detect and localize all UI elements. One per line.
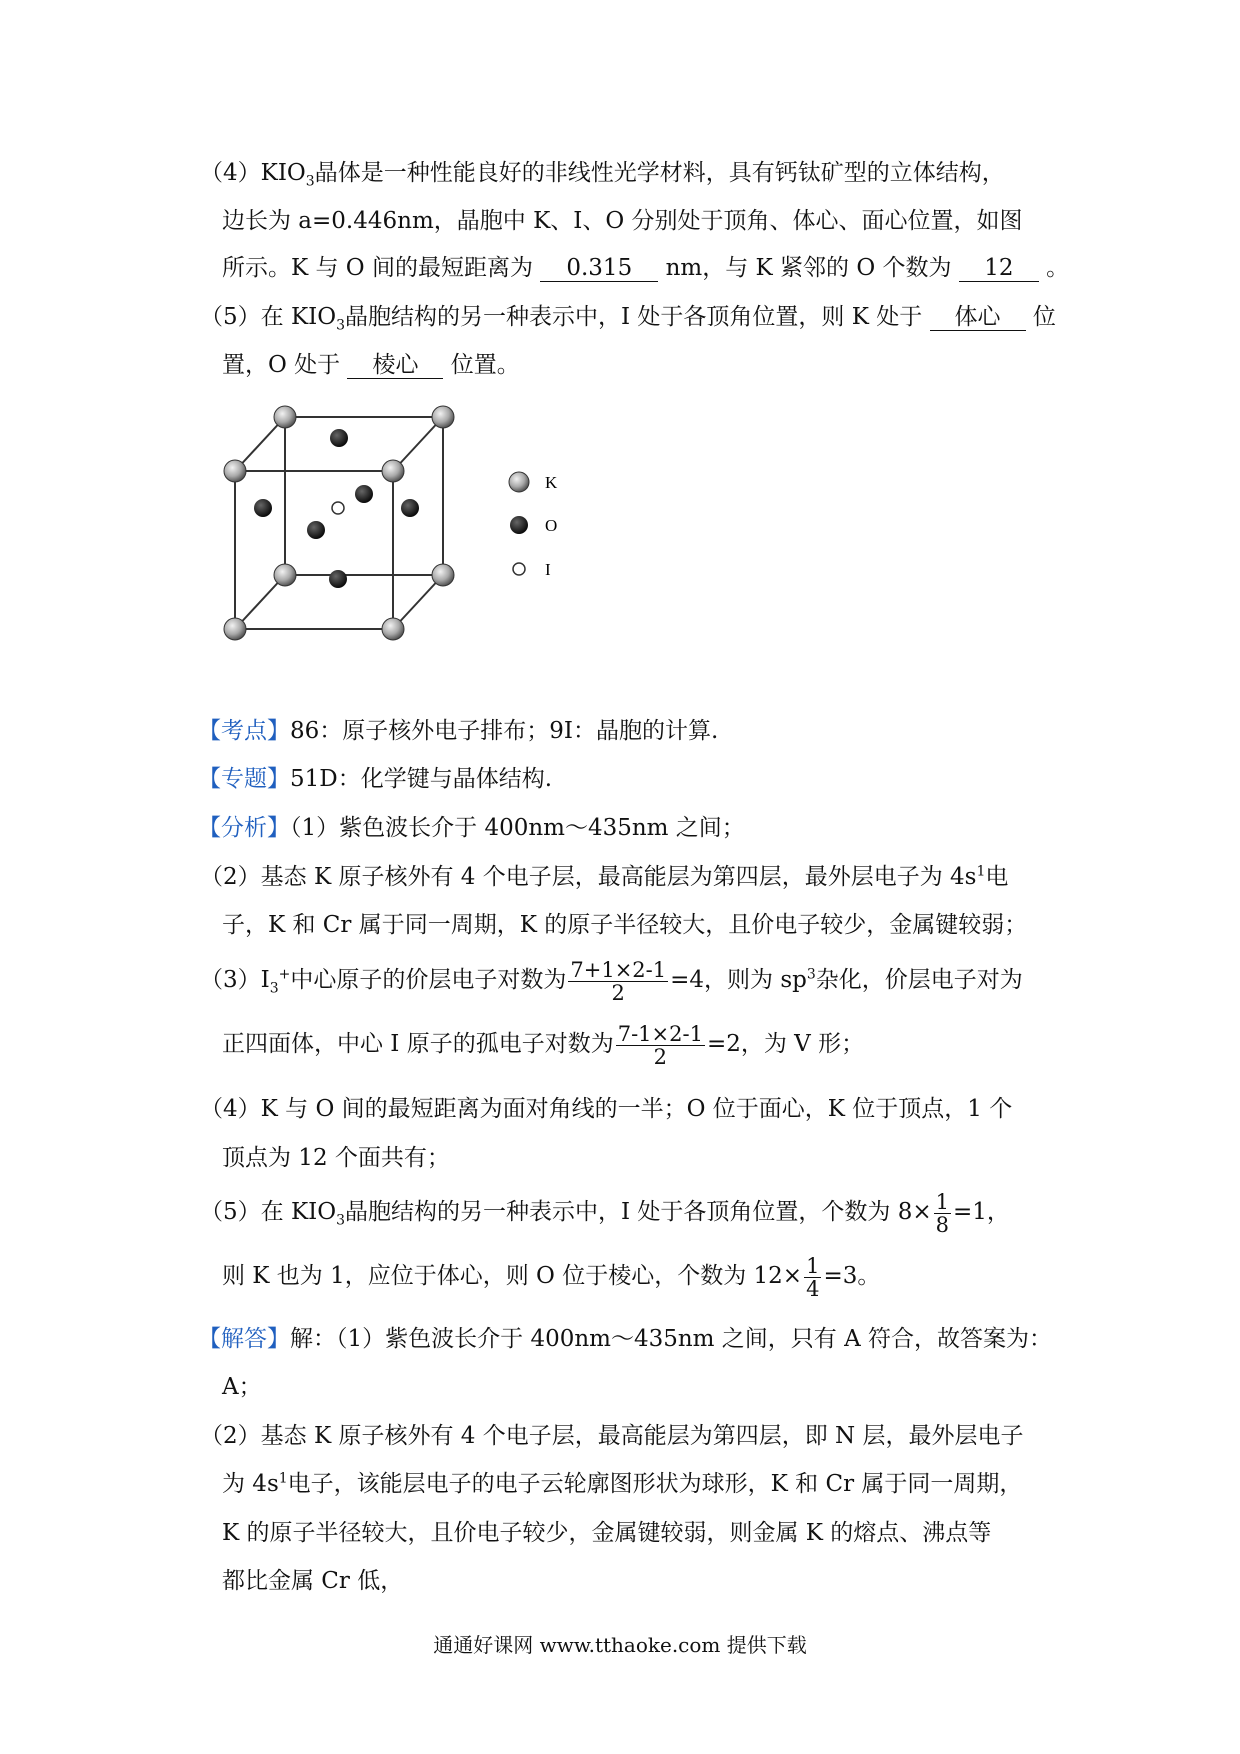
legend-k-label: K xyxy=(545,473,558,492)
k-atom xyxy=(432,564,454,586)
jieda-line-1 xyxy=(198,1324,1052,1354)
q5-text: 置，O 处于 xyxy=(222,352,341,378)
kaodian-text: 86：原子核外电子排布；9I：晶胞的计算. xyxy=(290,718,719,744)
fenxi-text: （3）I xyxy=(200,967,270,993)
q4-line-1 xyxy=(200,158,1005,188)
q5-text: 位置。 xyxy=(450,352,520,378)
o-atom xyxy=(307,521,325,539)
k-atom xyxy=(224,460,246,482)
fenxi-line-1 xyxy=(198,813,745,843)
fenxi-text: 子，K 和 Cr 属于同一周期，K 的原子半径较大，且价电子较少，金属键较弱； xyxy=(222,912,1028,938)
jieda-text: 解：（1）紫色波长介于 400nm～435nm 之间，只有 A 符合，故答案为： xyxy=(290,1326,1053,1352)
jieda-text: 电子，该能层电子的电子云轮廓图形状为球形，K 和 Cr 属于同一周期， xyxy=(287,1471,1023,1497)
subscript: 3 xyxy=(336,1212,345,1229)
fenxi-text: （1）紫色波长介于 400nm～435nm 之间； xyxy=(290,815,745,841)
fenxi-line-9 xyxy=(222,1254,880,1300)
k-atom xyxy=(432,406,454,428)
jieda-line-6 xyxy=(222,1566,403,1596)
fenxi-text: 顶点为 12 个面共有； xyxy=(222,1145,450,1171)
k-atom xyxy=(274,564,296,586)
fenxi-text: =1， xyxy=(953,1199,1010,1225)
q4-text: nm，与 K 紧邻的 O 个数为 xyxy=(665,255,952,281)
answer-blank: 0.315 xyxy=(540,255,658,282)
q4-text: （4）KIO xyxy=(200,160,306,186)
fenxi-text: （4）K 与 O 间的最短距离为面对角线的一半；O 位于面心，K 位于顶点，1 个 xyxy=(200,1096,1013,1122)
fenxi-line-8 xyxy=(200,1190,1010,1236)
subscript: 3 xyxy=(336,317,345,334)
page-footer: 通通好课网 www.tthaoke.com 提供下载 xyxy=(433,1633,807,1657)
fenxi-line-3 xyxy=(222,910,1027,940)
fenxi-text: （2）基态 K 原子核外有 4 个电子层，最高能层为第四层，最外层电子为 4s xyxy=(200,864,977,890)
fraction-numerator: 1 xyxy=(935,1189,949,1214)
jieda-text: （2）基态 K 原子核外有 4 个电子层，最高能层为第四层，即 N 层，最外层电子 xyxy=(200,1423,1024,1449)
fenxi-line-7 xyxy=(222,1143,450,1173)
zhuanti-text: 51D：化学键与晶体结构. xyxy=(290,766,553,792)
legend-i-swatch xyxy=(513,563,525,575)
superscript: 1 xyxy=(278,1470,288,1487)
o-atom xyxy=(330,429,348,447)
fraction xyxy=(804,1255,821,1300)
jieda-line-2 xyxy=(222,1372,262,1402)
fenxi-text: （5）在 KIO xyxy=(200,1199,337,1225)
fenxi-text: 则 K 也为 1，应位于体心，则 O 位于棱心，个数为 12× xyxy=(222,1263,803,1289)
fraction-denominator: 2 xyxy=(611,980,625,1005)
fraction xyxy=(568,959,668,1004)
fenxi-line-5 xyxy=(222,1022,864,1068)
superscript: + xyxy=(278,966,291,983)
fenxi-line-2 xyxy=(200,862,1008,892)
kaodian-tag: 【考点】 xyxy=(198,718,290,744)
fraction-numerator: 7+1×2-1 xyxy=(570,957,667,982)
fraction xyxy=(934,1191,951,1236)
q5-text: 位 xyxy=(1032,304,1056,330)
zhuanti-tag: 【专题】 xyxy=(198,766,290,792)
fraction xyxy=(616,1023,705,1068)
answer-blank: 体心 xyxy=(930,304,1026,331)
jieda-text: 为 4s xyxy=(222,1471,279,1497)
subscript: 3 xyxy=(305,173,315,190)
jieda-text: A； xyxy=(222,1374,262,1400)
q5-line-1 xyxy=(200,302,1056,332)
crystal-cell-figure xyxy=(205,395,565,655)
jieda-line-5 xyxy=(222,1518,991,1548)
fenxi-text: 电 xyxy=(985,864,1009,890)
fenxi-text: =3。 xyxy=(823,1263,881,1289)
q5-text: 晶胞结构的另一种表示中，I 处于各顶角位置，则 K 处于 xyxy=(345,304,923,330)
kaodian-line xyxy=(198,716,718,746)
o-atom xyxy=(329,570,347,588)
q4-text: 晶体是一种性能良好的非线性光学材料，具有钙钛矿型的立体结构， xyxy=(314,160,1005,186)
fenxi-line-4 xyxy=(200,958,1023,1004)
zhuanti-line xyxy=(198,764,552,794)
fenxi-text: =4，则为 sp xyxy=(670,967,807,993)
fenxi-text: 中心原子的价层电子对数为 xyxy=(290,967,567,993)
fraction-denominator: 4 xyxy=(806,1276,820,1301)
q4-line-3 xyxy=(222,253,1069,283)
o-atom xyxy=(355,485,373,503)
cube-edges xyxy=(235,417,443,629)
fraction-denominator: 2 xyxy=(653,1044,668,1069)
jieda-text: K 的原子半径较大，且价电子较少，金属键较弱，则金属 K 的熔点、沸点等 xyxy=(222,1520,992,1546)
fraction-numerator: 1 xyxy=(806,1253,820,1278)
o-atom xyxy=(254,499,272,517)
i-atom xyxy=(332,502,344,514)
q4-text: 边长为 a=0.446nm，晶胞中 K、I、O 分别处于顶角、体心、面心位置，如图 xyxy=(222,208,1023,234)
q4-text: 。 xyxy=(1046,255,1070,281)
fraction-denominator: 8 xyxy=(935,1212,949,1237)
jieda-text: 都比金属 Cr 低， xyxy=(222,1568,404,1594)
fraction-numerator: 7-1×2-1 xyxy=(617,1021,703,1046)
subscript: 3 xyxy=(269,980,279,997)
fenxi-text: 正四面体，中心 I 原子的孤电子对数为 xyxy=(222,1031,614,1057)
legend-i-label: I xyxy=(545,560,551,579)
fenxi-text: 晶胞结构的另一种表示中，I 处于各顶角位置，个数为 8× xyxy=(345,1199,932,1225)
legend-o-swatch xyxy=(510,516,528,534)
superscript: 3 xyxy=(806,966,816,983)
fenxi-tag: 【分析】 xyxy=(198,815,290,841)
answer-blank: 12 xyxy=(959,255,1039,282)
k-atom xyxy=(274,406,296,428)
fenxi-text: =2，为 V 形； xyxy=(706,1031,865,1057)
k-atom xyxy=(382,460,404,482)
q5-line-2 xyxy=(222,350,520,380)
legend xyxy=(509,472,558,579)
q4-line-2 xyxy=(222,206,1023,236)
answer-blank: 棱心 xyxy=(347,352,443,379)
fenxi-text: 杂化，价层电子对为 xyxy=(815,967,1023,993)
jieda-tag: 【解答】 xyxy=(198,1326,290,1352)
o-atom xyxy=(401,499,419,517)
q5-text: （5）在 KIO xyxy=(200,304,337,330)
k-atom xyxy=(224,618,246,640)
k-atom xyxy=(382,618,404,640)
jieda-line-4 xyxy=(222,1469,1022,1499)
q4-text: 所示。K 与 O 间的最短距离为 xyxy=(222,255,533,281)
superscript: 1 xyxy=(976,863,986,880)
legend-o-label: O xyxy=(545,516,558,535)
legend-k-swatch xyxy=(509,472,529,492)
fenxi-line-6 xyxy=(200,1094,1012,1124)
jieda-line-3 xyxy=(200,1421,1023,1451)
